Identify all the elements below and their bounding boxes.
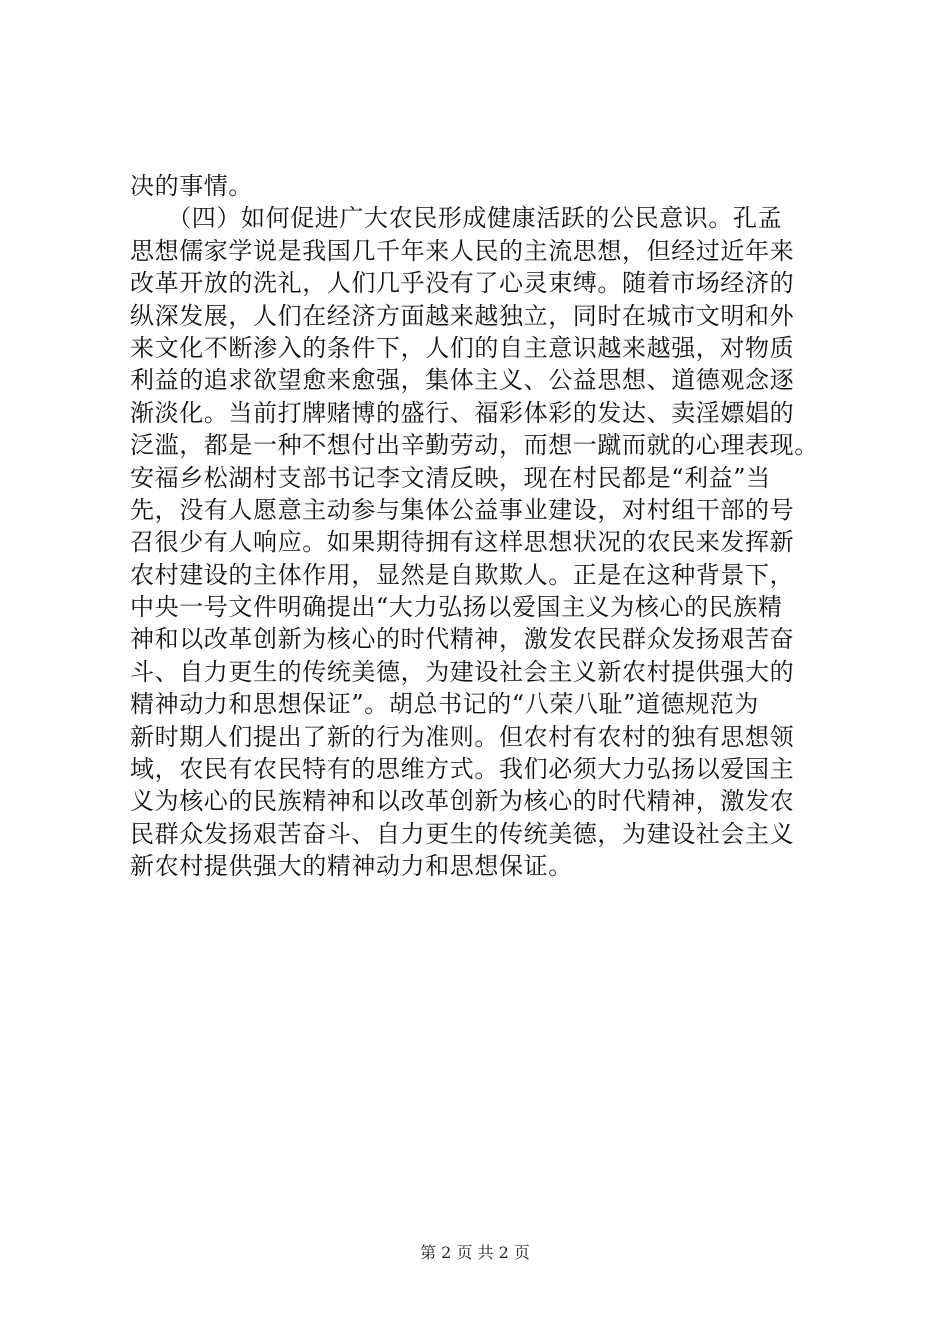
page-footer [0,1243,950,1263]
text-line: 思想儒家学说是我国几千年来人民的主流思想，但经过近年来 [130,236,795,265]
text-line: 渐淡化。当前打牌赌博的盛行、福彩体彩的发达、卖淫嫖娼的 [130,398,795,427]
text-line: 精神动力和思想保证”。胡总书记的“八荣八耻”道德规范为 [130,690,760,719]
text-line: 中央一号文件明确提出“大力弘扬以爱国主义为核心的民族精 [130,593,783,622]
text-line: 民群众发扬艰苦奋斗、自力更生的传统美德，为建设社会主义 [130,819,795,848]
text-line: 斗、自力更生的传统美德，为建设社会主义新农村提供强大的 [130,657,795,686]
text-line: 改革开放的洗礼，人们几乎没有了心灵束缚。随着市场经济的 [130,269,795,298]
text-line: 安福乡松湖村支部书记李文清反映，现在村民都是“利益”当 [130,463,771,492]
body-text [130,170,830,883]
text-line: 义为核心的民族精神和以改革创新为核心的时代精神，激发农 [130,787,795,816]
page-number-label: 第 2 页 共 2 页 [420,1243,530,1262]
text-line: 泛滥，都是一种不想付出辛勤劳动，而想一蹴而就的心理表现。 [130,431,819,460]
text-line: 先，没有人愿意主动参与集体公益事业建设，对村组干部的号 [130,495,795,524]
text-line: 纵深发展，人们在经济方面越来越独立，同时在城市文明和外 [130,301,795,330]
text-line: （四）如何促进广大农民形成健康活跃的公民意识。孔孟 [130,204,783,233]
text-line: 利益的追求欲望愈来愈强，集体主义、公益思想、道德观念逐 [130,366,795,395]
text-line: 召很少有人响应。如果期待拥有这样思想状况的农民来发挥新 [130,528,795,557]
text-line: 新农村提供强大的精神动力和思想保证。 [130,852,573,881]
text-line: 神和以改革创新为核心的时代精神，激发农民群众发扬艰苦奋 [130,625,795,654]
text-line: 域，农民有农民特有的思维方式。我们必须大力弘扬以爱国主 [130,755,795,784]
text-line: 决的事情。 [130,172,253,200]
text-line: 农村建设的主体作用，显然是自欺欺人。正是在这种背景下， [130,560,795,589]
text-line: 新时期人们提出了新的行为准则。但农村有农村的独有思想领 [130,722,795,751]
text-line: 来文化不断渗入的条件下，人们的自主意识越来越强，对物质 [130,333,795,362]
